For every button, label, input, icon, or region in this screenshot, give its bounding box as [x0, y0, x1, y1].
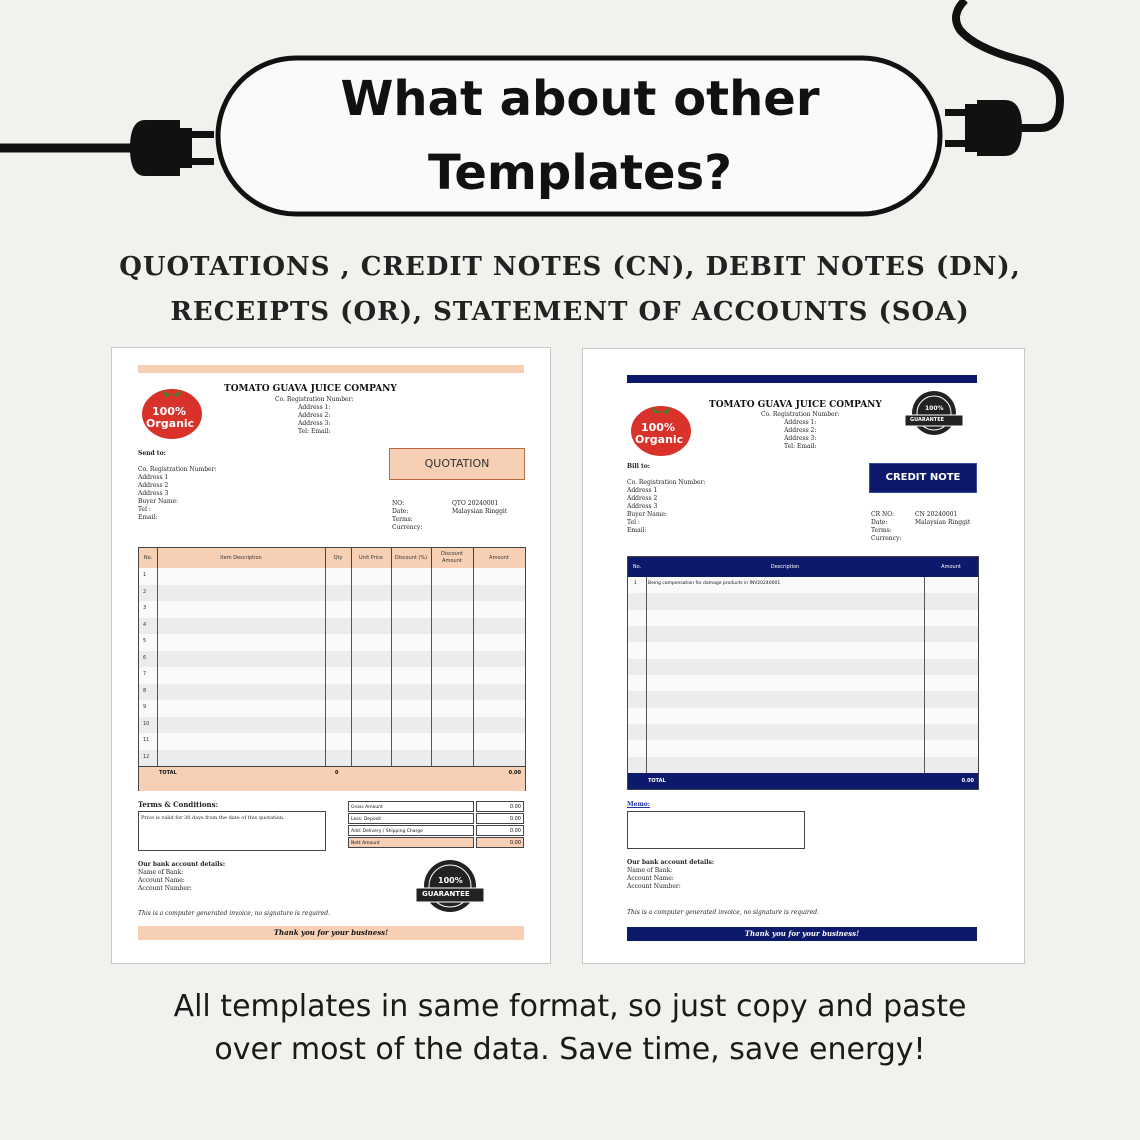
- bill-to-block: Bill to: Co. Registration Number: Address 1 Address 2 Address 3 Buyer Name: Tel : Email:: [627, 463, 706, 534]
- column-header: Item Description: [220, 554, 262, 561]
- summary-value: 0.00: [476, 825, 524, 836]
- table-row: [139, 750, 525, 768]
- quotation-title-box: QUOTATION: [389, 448, 525, 480]
- cn-thank-you-bar: Thank you for your business!: [627, 927, 977, 941]
- cn-meta-values: CN 20240001 Malaysian Ringgit: [915, 511, 971, 526]
- row-number: 3: [143, 605, 147, 611]
- row-number: 2: [143, 588, 147, 595]
- column-header: Unit Price: [359, 554, 383, 561]
- cn-table-row: [628, 593, 978, 610]
- cn-table-row: [628, 659, 978, 676]
- table-row: [139, 667, 525, 685]
- terms-box: Price is valid for 30 days from the date of this quotation.: [138, 811, 326, 851]
- terms-label: Terms & Conditions:: [138, 800, 219, 809]
- column-line: [157, 568, 158, 766]
- company-details-2: Co. Registration Number: Address 1: Address 2: Address 3: Tel: Email:: [761, 411, 840, 450]
- column-line: [431, 568, 432, 766]
- table-row: [139, 717, 525, 735]
- quotation-summary: [348, 801, 524, 849]
- column-header: No.: [143, 554, 153, 561]
- table-row: [139, 568, 525, 586]
- credit-note-template-preview: [582, 348, 1025, 964]
- quotation-template-preview: [111, 347, 551, 964]
- organic-badge-line-2: Organic: [146, 417, 195, 430]
- quotation-items-table: [138, 547, 526, 791]
- summary-label: Gross Amount: [348, 801, 474, 812]
- row-number: 8: [143, 687, 147, 694]
- meta-values: QTO 20240001 Malaysian Ringgit: [452, 500, 508, 515]
- cn-table-row: [628, 626, 978, 643]
- cn-column-header: Amount: [941, 564, 961, 570]
- organic-badge-2-line-1: 100%: [641, 421, 675, 434]
- cn-disclaimer: This is a computer generated invoice, no signature is required.: [627, 909, 820, 916]
- column-line: [325, 568, 326, 766]
- row-number: 9: [143, 704, 147, 710]
- cn-meta-labels: CR NO: Date: Terms: Currency:: [871, 511, 902, 542]
- column-header: Qty: [333, 554, 343, 561]
- cn-table-row: [628, 642, 978, 659]
- cn-column-line: [646, 577, 647, 773]
- disclaimer: This is a computer generated invoice, no signature is required.: [138, 910, 331, 917]
- cn-row-description: Being compensation for damage products in INV20240001: [648, 581, 781, 586]
- summary-label: Add: Delivery / Shipping Charge: [348, 825, 474, 836]
- cn-row-number: 1: [634, 581, 637, 586]
- subtitle-line-1: QUOTATIONS , CREDIT NOTES (CN), DEBIT NOTES (DN),: [119, 252, 1021, 282]
- total-qty: 0: [335, 770, 339, 776]
- summary-value: 0.00: [476, 813, 524, 824]
- cn-bank-details: Our bank account details: Name of Bank: Account Name: Account Number:: [627, 859, 715, 890]
- cn-table-row: [628, 724, 978, 741]
- left-plug-icon: [130, 120, 180, 176]
- page-title: [250, 62, 910, 210]
- right-plug-icon: [945, 109, 967, 116]
- table-row: [139, 634, 525, 652]
- cn-table-row: [628, 757, 978, 774]
- cn-total-label: TOTAL: [648, 778, 666, 784]
- subtitle-line-2: RECEIPTS (OR), STATEMENT OF ACCOUNTS (SOA): [170, 297, 970, 327]
- column-line: [351, 568, 352, 766]
- footer-line-1: All templates in same format, so just copy and paste: [173, 989, 967, 1024]
- guarantee-line-2: GUARANTEE: [422, 890, 470, 898]
- total-row: [139, 766, 525, 791]
- column-header: Amount: [489, 554, 509, 561]
- cn-table-row: [628, 691, 978, 708]
- title-line-1: What about other: [340, 71, 820, 127]
- guarantee-line-1: 100%: [438, 876, 463, 885]
- row-number: 5: [143, 638, 147, 644]
- company-name: TOMATO GUAVA JUICE COMPANY: [224, 384, 397, 394]
- credit-note-items-table: [627, 556, 979, 790]
- guarantee-2-line-2: GUARANTEE: [910, 417, 945, 423]
- table-row: [139, 684, 525, 702]
- send-to-block: Send to: Co. Registration Number: Address 1 Address 2 Address 3 Buyer Name: Tel : Email:: [138, 450, 217, 521]
- cn-column-line: [924, 577, 925, 773]
- column-header: Discount (%): [394, 554, 428, 561]
- table-row: [139, 585, 525, 603]
- row-number: 10: [143, 720, 150, 727]
- summary-value: 0.00: [476, 837, 524, 848]
- organic-badge-2-line-2: Organic: [635, 433, 684, 446]
- organic-badge-line-1: 100%: [152, 405, 186, 418]
- cn-table-row: [628, 740, 978, 757]
- guarantee-seal-icon: [410, 858, 490, 918]
- cn-column-header: No.: [632, 564, 642, 570]
- guarantee-2-line-1: 100%: [925, 405, 944, 412]
- memo-box: [627, 811, 805, 849]
- table-row: [139, 618, 525, 636]
- row-number: 4: [143, 621, 147, 628]
- cn-total-row: [628, 773, 978, 789]
- row-number: 6: [143, 654, 147, 661]
- table-row: [139, 700, 525, 718]
- memo-label: Memo:: [627, 801, 651, 808]
- peach-top-bar: [138, 365, 524, 373]
- navy-top-bar: [627, 375, 977, 383]
- total-amount: 0.00: [508, 770, 521, 776]
- column-header: Discount Amount: [441, 551, 463, 564]
- table-row: [139, 651, 525, 669]
- column-line: [473, 568, 474, 766]
- thank-you-bar: Thank you for your business!: [138, 926, 524, 940]
- company-name-2: TOMATO GUAVA JUICE COMPANY: [709, 400, 882, 410]
- summary-label: Nett Amount: [348, 837, 474, 848]
- credit-note-title-box: CREDIT NOTE: [869, 463, 977, 493]
- row-number: 7: [143, 671, 147, 677]
- bank-details: Our bank account details: Name of Bank: Account Name: Account Number:: [138, 861, 226, 892]
- table-row: [139, 733, 525, 751]
- total-label: TOTAL: [159, 770, 177, 776]
- cn-column-header: Description: [770, 564, 800, 570]
- table-row: [139, 601, 525, 619]
- footer-line-2: over most of the data. Save time, save energy!: [214, 1032, 926, 1067]
- row-number: 12: [143, 753, 150, 760]
- summary-value: 0.00: [476, 801, 524, 812]
- meta-labels: NO: Date: Terms: Currency:: [392, 500, 423, 531]
- company-details: Co. Registration Number: Address 1: Address 2: Address 3: Tel: Email:: [275, 396, 354, 435]
- row-number: 11: [143, 737, 150, 743]
- column-line: [391, 568, 392, 766]
- row-number: 1: [143, 572, 147, 578]
- summary-label: Less: Deposit: [348, 813, 474, 824]
- guarantee-seal-icon-2: [899, 389, 969, 439]
- title-line-2: Templates?: [427, 145, 733, 201]
- cn-table-row: [628, 610, 978, 627]
- cn-table-row: [628, 675, 978, 692]
- cn-table-row: [628, 708, 978, 725]
- cn-total-amount: 0.00: [961, 778, 974, 784]
